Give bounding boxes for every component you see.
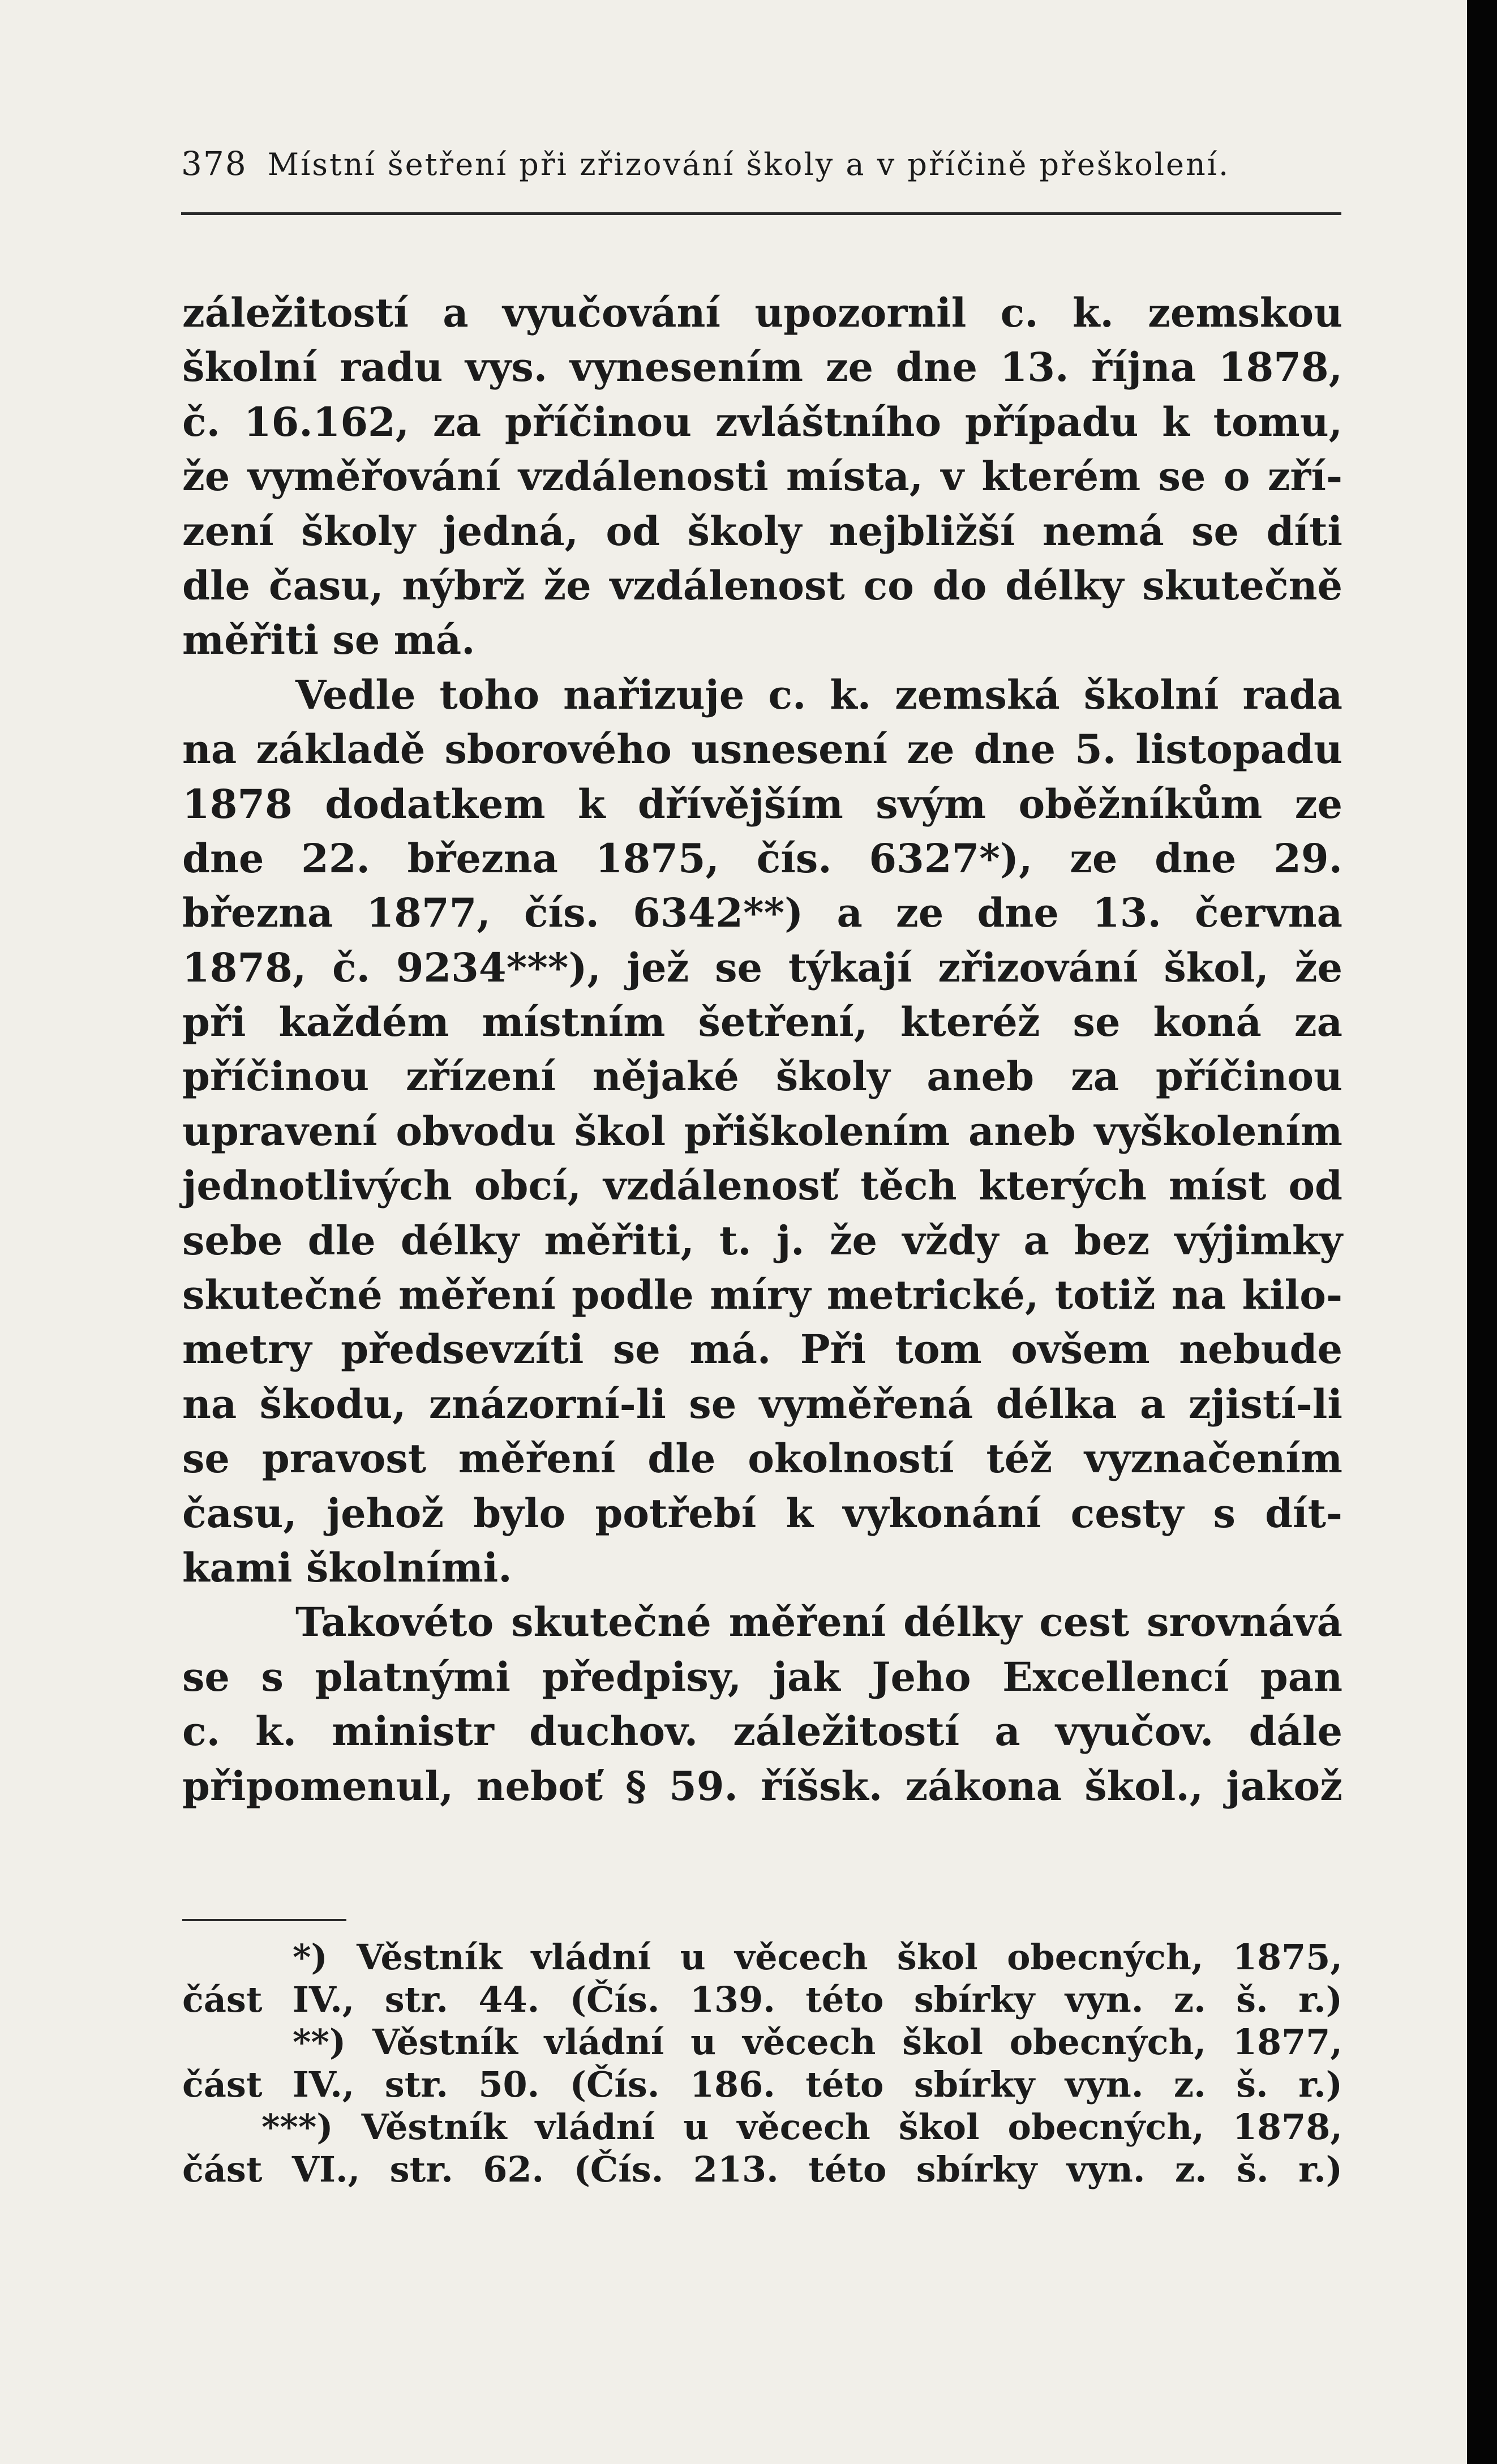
text-line: připomenul, neboť § 59. říšsk. zákona škol., jakož: [182, 1762, 1342, 1810]
page-number: 378: [181, 144, 247, 183]
footnote-line: *) Věstník vládní u věcech škol obecných, 1875,: [293, 1936, 1342, 1978]
text-line: kami školními.: [182, 1544, 512, 1591]
footnotes: [182, 1936, 1342, 2191]
text-line: měřiti se má.: [182, 616, 475, 664]
text-line: č. 16.162, za příčinou zvláštního případu k tomu,: [182, 398, 1342, 445]
text-line: zení školy jedná, od školy nejbližší nemá se díti: [182, 507, 1342, 555]
text-line: školní radu vys. vynesením ze dne 13. října 1878,: [182, 344, 1342, 391]
text-line: dne 22. března 1875, čís. 6327*), ze dne 29.: [182, 834, 1342, 882]
text-line: se pravost měření dle okolností též vyznačením: [182, 1435, 1342, 1482]
text-line: c. k. ministr duchov. záležitostí a vyučov. dále: [182, 1708, 1342, 1755]
scan-edge: [1467, 0, 1497, 2464]
footnote-rule: [182, 1919, 346, 1921]
page-header: [181, 144, 1347, 195]
footnote-line: část IV., str. 44. (Čís. 139. této sbírky vyn. z. š. r.): [182, 1979, 1342, 2020]
text-line: záležitostí a vyučování upozornil c. k. zemskou: [182, 289, 1342, 336]
text-line: při každém místním šetření, kteréž se koná za: [182, 999, 1342, 1046]
text-line: 1878, č. 9234***), jež se týkají zřizování škol, že: [182, 944, 1342, 991]
text-line: 1878 dodatkem k dřívějším svým oběžníkům ze: [182, 780, 1342, 828]
footnote-line: část IV., str. 50. (Čís. 186. této sbírky vyn. z. š. r.): [182, 2064, 1342, 2105]
text-line: dle času, nýbrž že vzdálenost co do délky skutečně: [182, 562, 1342, 609]
footnote-line: **) Věstník vládní u věcech škol obecných, 1877,: [293, 2021, 1342, 2063]
running-head: Místní šetření při zřizování školy a v příčině přeškolení.: [267, 147, 1230, 182]
text-line: sebe dle délky měřiti, t. j. že vždy a bez výjimky: [182, 1216, 1342, 1264]
text-line: příčinou zřízení nějaké školy aneb za příčinou: [182, 1053, 1342, 1100]
text-line: času, jehož bylo potřebí k vykonání cesty s dít-: [182, 1489, 1342, 1537]
text-line: se s platnými předpisy, jak Jeho Excellencí pan: [182, 1653, 1342, 1700]
text-line: upravení obvodu škol přiškolením aneb vyškolením: [182, 1107, 1342, 1155]
text-line: na základě sborového usnesení ze dne 5. listopadu: [182, 726, 1342, 773]
footnote-line: část VI., str. 62. (Čís. 213. této sbírky vyn. z. š. r.): [182, 2149, 1342, 2190]
text-line: Takovéto skutečné měření délky cest srovnává: [295, 1599, 1342, 1646]
text-line: metry předsevzíti se má. Při tom ovšem nebude: [182, 1326, 1342, 1373]
text-line: března 1877, čís. 6342**) a ze dne 13. června: [182, 889, 1342, 937]
header-rule: [181, 212, 1341, 215]
text-line: jednotlivých obcí, vzdálenosť těch kterých míst od: [182, 1162, 1342, 1210]
text-line: skutečné měření podle míry metrické, totiž na kilo-: [182, 1271, 1342, 1319]
text-line: na škodu, znázorní-li se vyměřená délka a zjistí-li: [182, 1380, 1342, 1428]
body-text: [182, 286, 1342, 1814]
text-line: že vyměřování vzdálenosti místa, v kterém se o zří-: [182, 453, 1342, 500]
footnote-line: ***) Věstník vládní u věcech škol obecných, 1878,: [261, 2106, 1342, 2148]
text-line: Vedle toho nařizuje c. k. zemská školní rada: [295, 671, 1342, 718]
